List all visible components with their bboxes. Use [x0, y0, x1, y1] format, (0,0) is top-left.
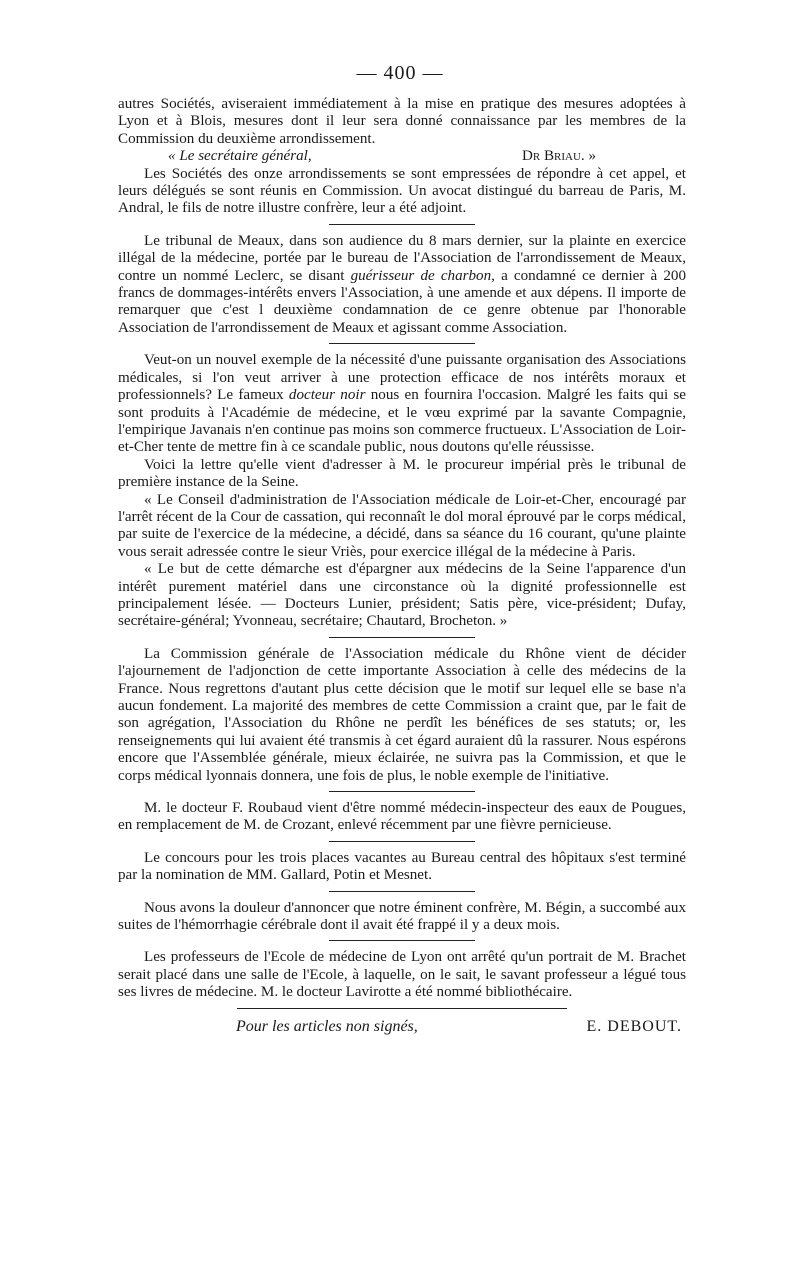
separator-rule — [237, 1008, 567, 1009]
page-number: — 400 — — [356, 62, 444, 84]
footer-right: E. DEBOUT. — [586, 1017, 682, 1035]
paragraph: Le tribunal de Meaux, dans son audience du 8 mars dernier, sur la plainte en exercice illégal de la médecine, portée par le bureau de l'Association de l'arrondissement de Meaux, contre un nommé Leclerc, se disant guérisseur de charbon, a condamné ce dernier à 200 francs de dommages-intérêts envers l'Association, à une amende et aux dépens. Il importe de remarquer que c'est l deuxième condamnation de ce genre obtenue par l'honorable Association de l'arrondissement de Meaux et agissant comme Association. — [118, 232, 686, 336]
text-column — [118, 96, 686, 1037]
separator-rule — [329, 343, 475, 344]
signature-right: Dr Briau. » — [521, 148, 596, 165]
paragraph: Les Sociétés des onze arrondissements se sont empressées de répondre à cet appel, et leurs délégués se sont réunis en Commission. Un avocat distingué du barreau de Paris, M. Andral, le fils de notre illustre confrère, leur a été adjoint. — [118, 165, 686, 217]
paragraph: Voici la lettre qu'elle vient d'adresser à M. le procureur impérial près le tribunal de première instance de la Seine. — [118, 456, 686, 491]
footer-left: Pour les articles non signés, — [236, 1017, 418, 1035]
separator-rule — [329, 224, 475, 225]
paragraph: autres Sociétés, aviseraient immédiatement à la mise en pratique des mesures adoptées à Lyon et à Blois, mesures dont il leur sera donné connaissance par les membres de la Commission du deuxième arrondissement. — [118, 96, 686, 147]
signature-line — [118, 148, 686, 165]
paragraph: Veut-on un nouvel exemple de la nécessité d'une puissante organisation des Associations médicales, si l'on veut arriver à une protection efficace de nos intérêts moraux et professionnels? Le fameux docteur noir nous en fournira l'occasion. Malgré les faits qui se sont produits à l'Académie de médecine, et le vœu exprimé par la savante Compagnie, l'empirique Javanais n'en continue pas moins son commerce fructueux. L'Association de Loir-et-Cher tente de mettre fin à ce scandale public, nous doutons qu'elle réussisse. — [118, 352, 686, 456]
signature-left: « Le secrétaire général, — [168, 148, 312, 165]
footer-signature — [118, 1017, 686, 1037]
paragraph: M. le docteur F. Roubaud vient d'être nommé médecin-inspecteur des eaux de Pougues, en remplacement de M. de Crozant, enlevé récemment par une fièvre pernicieuse. — [118, 800, 686, 834]
separator-rule — [329, 791, 475, 792]
paragraph: La Commission générale de l'Association médicale du Rhône vient de décider l'ajournement de l'adjonction de cette importante Association à celle des médecins de la France. Nous regrettons d'autant plus cette décision que le motif sur lequel elle se base n'a aucun fondement. La majorité des membres de cette Commission a craint que, par le fait de son agrégation, l'Association du Rhône ne perdît les bénéfices de ses statuts; or, les renseignements qui lui avaient été transmis à cet égard auraient dû la rassurer. Nous espérons encore que l'Assemblée générale, mieux éclairée, ne suivra pas la Commission, et que le corps médical lyonnais donnera, une fois de plus, le noble exemple de l'initiative. — [118, 645, 686, 784]
separator-rule — [329, 940, 475, 941]
paragraph: Le concours pour les trois places vacantes au Bureau central des hôpitaux s'est terminé par la nomination de MM. Gallard, Potin et Mesnet. — [118, 849, 686, 884]
paragraph: Nous avons la douleur d'annoncer que notre éminent confrère, M. Bégin, a succombé aux suites de l'hémorrhagie cérébrale dont il avait été frappé il y a deux mois. — [118, 899, 686, 934]
paragraph: Les professeurs de l'Ecole de médecine de Lyon ont arrêté qu'un portrait de M. Brachet serait placé dans une salle de l'Ecole, à laquelle, on le sait, le savant professeur a légué tous ses livres de médecine. M. le docteur Lavirotte a été nommé bibliothécaire. — [118, 949, 686, 1001]
paragraph: « Le Conseil d'administration de l'Association médicale de Loir-et-Cher, encouragé par l'arrêt récent de la Cour de cassation, qui reconnaît le dol moral éprouvé par le corps médical, par suite de l'exercice de la médecine, a décidé, dans sa séance du 16 courant, qu'une plainte vous serait adressée contre le sieur Vriès, pour exercice illégal de la médecine à Paris. — [118, 491, 686, 560]
paragraph: « Le but de cette démarche est d'épargner aux médecins de la Seine l'apparence d'un intérêt purement matériel dans une circonstance où la dignité professionnelle est principalement lésée. — Docteurs Lunier, président; Satis père, vice-président; Dufay, secrétaire-général; Yvonneau, secrétaire; Chautard, Brocheton. » — [118, 561, 686, 630]
separator-rule — [329, 841, 475, 842]
separator-rule — [329, 637, 475, 638]
separator-rule — [329, 891, 475, 892]
